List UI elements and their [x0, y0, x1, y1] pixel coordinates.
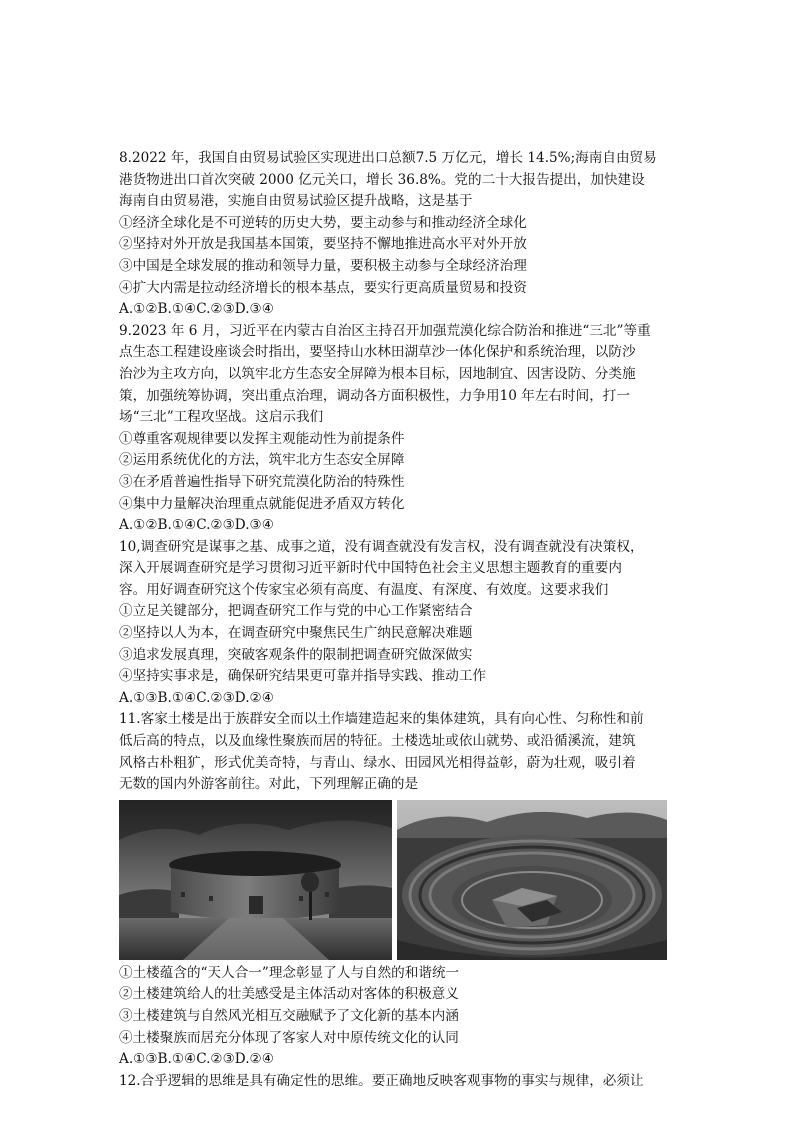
question-text-line: 无数的国内外游客前往。对此，下列理解正确的是: [119, 776, 419, 793]
question-text-line: 风格古朴粗犷，形式优美奇特，与青山、绿水、田园风光相得益彰，蔚为壮观，吸引着: [119, 754, 636, 771]
tulou-courtyard-photo: [397, 800, 667, 960]
option-1: ①土楼蕴含的“天人合一”理念彰显了人与自然的和谐统一: [119, 964, 460, 981]
tulou-courtyard-image: [397, 800, 667, 960]
question-text-line: 场“三北”工程攻坚战。这启示我们: [119, 409, 324, 426]
question-text-line: 12.合乎逻辑的思维是具有确定性的思维。要正确地反映客观事物的事实与规律，必须让: [119, 1072, 644, 1089]
question-text-line: 港货物进出口首次突破 2000 亿元关口，增长 36.8%。党的二十大报告提出，加快建设: [119, 171, 645, 188]
question-text-line: 治沙为主攻方向，以筑牢北方生态安全屏障为根本目标，因地制宜、因害设防、分类施: [119, 365, 636, 382]
question-9: [119, 321, 679, 537]
exam-page: [119, 148, 679, 1092]
option-2: ②土楼建筑给人的壮美感受是主体活动对客体的积极意义: [119, 986, 459, 1003]
question-text-line: 9.2023 年 6 月，习近平在内蒙古自治区主持召开加强荒漠化综合防治和推进“三北”等重: [119, 322, 651, 339]
question-text-line: 深入开展调查研究是学习贯彻习近平新时代中国特色社会主义思想主题教育的重要内: [119, 560, 622, 577]
option-2: ②运用系统优化的方法，筑牢北方生态安全屏障: [119, 452, 405, 469]
option-4: ④扩大内需是拉动经济增长的根本基点，要实行更高质量贸易和投资: [119, 279, 527, 296]
question-text-line: 策，加强统筹协调，突出重点治理，调动各方面积极性，力争用10 年左右时间，打一: [119, 387, 630, 404]
option-2: ②坚持以人为本，在调查研究中聚焦民生广纳民意解决难题: [119, 625, 473, 642]
question-10: [119, 537, 679, 710]
option-1: ①立足关键部分，把调查研究工作与党的中心工作紧密结合: [119, 603, 473, 620]
question-text-line: 11.客家土楼是出于族群安全而以土作墙建造起来的集体建筑，具有向心性、匀称性和前: [119, 711, 644, 728]
question-text-line: 点生态工程建设座谈会时指出，要坚持山水林田湖草沙一体化保护和系统治理，以防沙: [119, 344, 636, 361]
option-4: ④土楼聚族而居充分体现了客家人对中原传统文化的认同: [119, 1029, 459, 1046]
option-4: ④集中力量解决治理重点就能促进矛盾双方转化: [119, 495, 405, 512]
question-text-line: 容。用好调查研究这个传家宝必须有高度、有温度、有深度、有效度。这要求我们: [119, 581, 609, 598]
answer-choices: A.①②B.①④C.②③D.③④: [119, 301, 274, 318]
tulou-photos: [119, 800, 679, 960]
answer-choices: A.①③B.①④C.②③D.②④: [119, 689, 274, 706]
option-1: ①尊重客观规律要以发挥主观能动性为前提条件: [119, 430, 405, 447]
option-3: ③中国是全球发展的推动和领导力量，要积极主动参与全球经济治理: [119, 257, 527, 274]
question-12: [119, 1071, 679, 1093]
option-2: ②坚持对外开放是我国基本国策，要坚持不懈地推进高水平对外开放: [119, 236, 527, 253]
question-text-line: 10,调查研究是谋事之基、成事之道，没有调查就没有发言权，没有调查就没有决策权，: [119, 538, 644, 555]
question-text-line: 低后高的特点，以及血缘性聚族而居的特征。土楼选址或依山就势、或沿循溪流，建筑: [119, 733, 636, 750]
question-text-line: 海南自由贸易港，实施自由贸易试验区提升战略，这是基于: [119, 193, 473, 210]
tulou-exterior-image: [119, 800, 392, 960]
answer-choices: A.①③B.①④C.②③D.②④: [119, 1051, 274, 1068]
question-11: [119, 709, 679, 1070]
option-3: ③在矛盾普遍性指导下研究荒漠化防治的特殊性: [119, 473, 405, 490]
answer-choices: A.①②B.①④C.②③D.③④: [119, 517, 274, 534]
option-4: ④坚持实事求是，确保研究结果更可靠并指导实践、推动工作: [119, 668, 487, 685]
question-text-line: 8.2022 年，我国自由贸易试验区实现进出口总额7.5 万亿元，增长 14.5%;海南自由贸易: [119, 150, 657, 166]
question-8: [119, 148, 679, 321]
option-3: ③土楼建筑与自然风光相互交融赋予了文化新的基本内涵: [119, 1008, 459, 1024]
tulou-exterior-photo: [119, 800, 392, 960]
option-3: ③追求发展真理，突破客观条件的限制把调查研究做深做实: [119, 646, 473, 663]
option-1: ①经济全球化是不可逆转的历史大势，要主动参与和推动经济全球化: [119, 214, 527, 231]
